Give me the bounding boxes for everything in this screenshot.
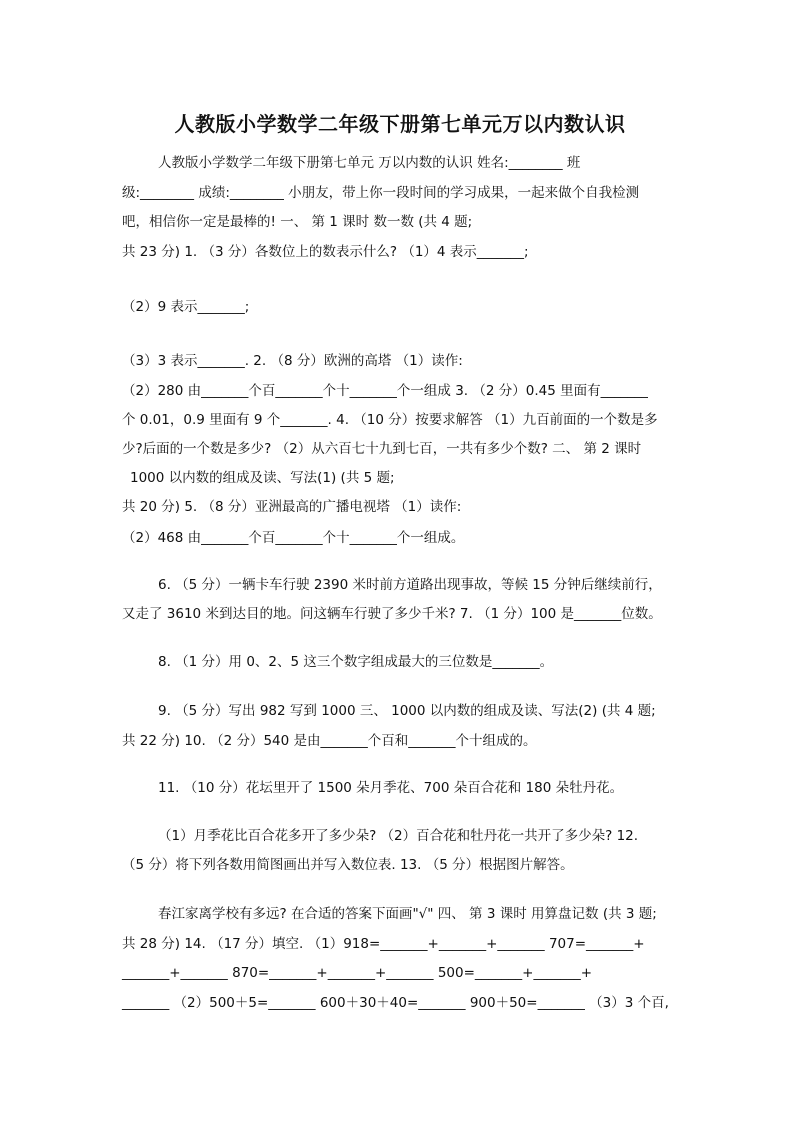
text-line: 9. （5 分）写出 982 写到 1000 三、 1000 以内数的组成及读、写法(2) (共 4 题; [158, 703, 656, 719]
text-line: 少?后面的一个数是多少? （2）从六百七十九到七百，一共有多少个数? 二、 第 2 课时 [122, 441, 642, 457]
text-line: 级:________ 成绩:________ 小朋友，带上你一段时间的学习成果，一起来做个自我检测 [122, 185, 640, 201]
text-line: （3）3 表示_______. 2. （8 分）欧洲的高塔 （1）读作: [122, 353, 463, 369]
text-line: 8. （1 分）用 0、2、5 这三个数字组成最大的三位数是_______。 [158, 654, 554, 670]
text-line: 春江家离学校有多远? 在合适的答案下面画"√" 四、 第 3 课时 用算盘记数 (共 3 题; [158, 906, 657, 922]
text-line: 又走了 3610 米到达目的地。问这辆车行驶了多少千米? 7. （1 分）100 是_______位数。 [122, 606, 662, 622]
text-line: （2）280 由_______个百_______个十_______个一组成 3. （2 分）0.45 里面有_______ [122, 383, 648, 399]
text-line: 共 28 分) 14. （17 分）填空. （1）918=_______+_______+_______ 707=_______+ [122, 936, 645, 952]
text-line: _______ （2）500＋5=_______ 600＋30＋40=_______ 900＋50=_______ （3）3 个百, [122, 995, 669, 1011]
text-line: 1000 以内数的组成及读、写法(1) (共 5 题; [130, 470, 395, 486]
text-line: 11. （10 分）花坛里开了 1500 朵月季花、700 朵百合花和 180 朵牡丹花。 [158, 780, 624, 796]
text-line: （1）月季花比百合花多开了多少朵? （2）百合花和牡丹花一共开了多少朵? 12. [158, 828, 639, 844]
text-line: 吧，相信你一定是最棒的! 一、 第 1 课时 数一数 (共 4 题; [122, 214, 473, 230]
page-title: 人教版小学数学二年级下册第七单元万以内数认识 [174, 112, 626, 136]
text-line: 共 20 分) 5. （8 分）亚洲最高的广播电视塔 （1）读作: [122, 499, 462, 515]
text-line: 个 0.01，0.9 里面有 9 个_______. 4. （10 分）按要求解答 （1）九百前面的一个数是多 [122, 412, 658, 428]
text-line: （5 分）将下列各数用简图画出并写入数位表. 13. （5 分）根据图片解答。 [122, 857, 574, 873]
text-line: 共 22 分) 10. （2 分）540 是由_______个百和_______个十组成的。 [122, 733, 537, 749]
text-line: 6. （5 分）一辆卡车行驶 2390 米时前方道路出现事故，等候 15 分钟后继续前行， [158, 577, 662, 593]
text-line: 人教版小学数学二年级下册第七单元 万以内数的认识 姓名:________ 班 [158, 155, 581, 171]
text-line: _______+_______ 870=_______+_______+_______ 500=_______+_______+ [122, 965, 593, 981]
text-line: （2）468 由_______个百_______个十_______个一组成。 [122, 530, 465, 546]
text-line: 共 23 分) 1. （3 分）各数位上的数表示什么? （1）4 表示_______; [122, 244, 529, 260]
text-line: （2）9 表示_______; [122, 299, 250, 315]
